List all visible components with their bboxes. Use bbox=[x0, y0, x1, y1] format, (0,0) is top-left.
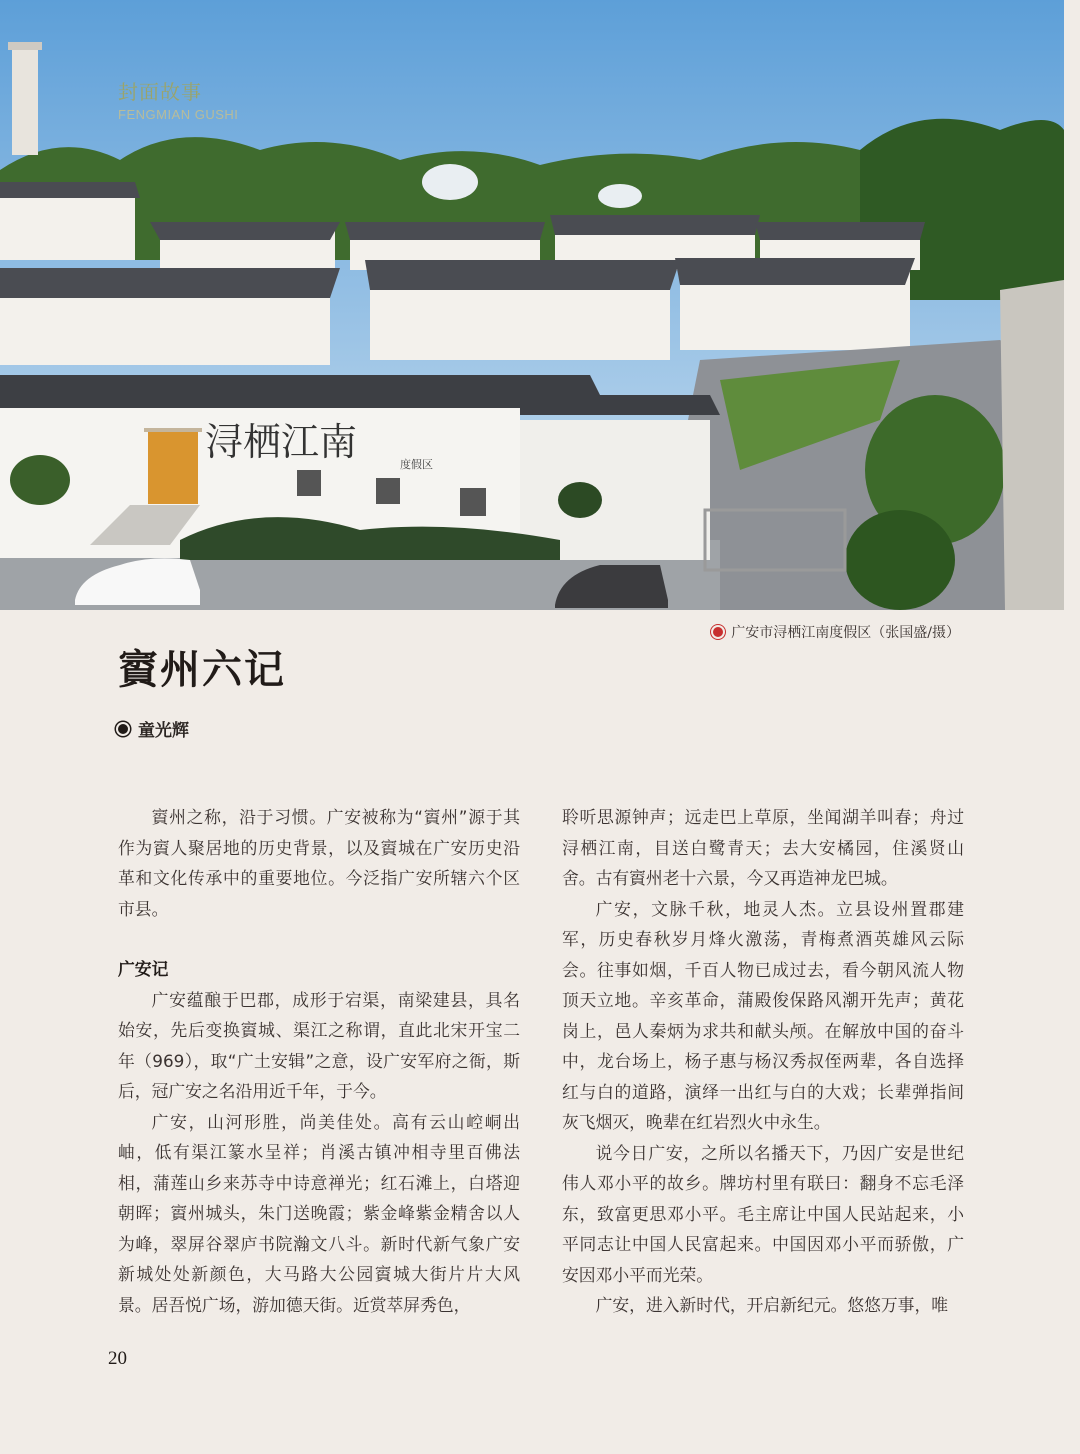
section-tag bbox=[118, 76, 238, 122]
sign-subtext: 度假区 bbox=[400, 458, 433, 471]
intro-paragraph: 賨州之称，沿于习惯。广安被称为“賨州”源于其作为賨人聚居地的历史背景，以及賨城在广安历史沿革和文化传承中的重要地位。今泛指广安所辖六个区市县。 bbox=[118, 807, 520, 919]
caption-bullet-icon bbox=[713, 627, 723, 637]
caption-text: 广安市浔栖江南度假区（张国盛/摄） bbox=[731, 625, 960, 641]
section-heading-guangan: 广安记 bbox=[118, 959, 169, 979]
left-column bbox=[118, 802, 520, 1320]
paragraph: 聆听思源钟声；远走巴上草原，坐闻湖羊叫春；舟过浔栖江南，目送白鹭青天；去大安橘园，住溪贤山舍。古有賨州老十六景，今又再造神龙巴城。 bbox=[562, 807, 964, 888]
section-tag-cn: 封面故事 bbox=[118, 80, 202, 104]
right-column bbox=[562, 802, 964, 1321]
section-tag-en: FENGMIAN GUSHI bbox=[118, 107, 239, 122]
paragraph: 广安蕴酿于巴郡，成形于宕渠，南梁建县，具名始安，先后变换賨城、渠江之称谓，直此北宋开宝二年（969），取“广土安辑”之意，设广安军府之衙，斯后，冠广安之名沿用近千年，于今。 bbox=[118, 989, 520, 1101]
article-title: 賨州六记 bbox=[118, 646, 286, 693]
author-bullet-icon bbox=[118, 724, 128, 734]
paragraph: 广安，山河形胜，尚美佳处。高有云山崆峒出岫，低有渠江篆水呈祥；肖溪古镇冲相寺里百佛法相，蒲莲山乡来苏寺中诗意禅光；红石滩上，白塔迎朝晖；賨州城头，朱门送晚霞；紫金峰紫金精舍以人为峰，翠屏谷翠庐书院瀚文八斗。新时代新气象广安新城处处新颜色，大马路大公园賨城大街片片大风景。居吾悦广场，游加德天街。近赏萃屏秀色， bbox=[118, 1111, 520, 1315]
author-name: 童光辉 bbox=[138, 721, 189, 741]
sign-text: 浔栖江南 bbox=[205, 420, 358, 464]
page-number: 20 bbox=[108, 1348, 127, 1369]
paragraph: 说今日广安，之所以名播天下，乃因广安是世纪伟人邓小平的故乡。牌坊村里有联曰：翻身不忘毛泽东，致富更思邓小平。毛主席让中国人民站起来，小平同志让中国人民富起来。中国因邓小平而骄傲，广安因邓小平而光荣。 bbox=[562, 1142, 964, 1285]
author-line bbox=[118, 716, 189, 741]
paragraph: 广安，进入新时代，开启新纪元。悠悠万事，唯 bbox=[595, 1295, 949, 1315]
paragraph: 广安，文脉千秋，地灵人杰。立县设州置郡建军，历史春秋岁月烽火激荡，青梅煮酒英雄风云际会。往事如烟，千百人物已成过去，看今朝风流人物顶天立地。辛亥革命，蒲殿俊保路风潮开先声；黄花岗上，邑人秦炳为求共和献头颅。在解放中国的奋斗中，龙台场上，杨子惠与杨汉秀叔侄两辈，各自选择红与白的道路，演绎一出红与白的大戏；长辈弹指间灰飞烟灭，晚辈在红岩烈火中永生。 bbox=[562, 898, 964, 1132]
photo-caption bbox=[713, 622, 960, 642]
